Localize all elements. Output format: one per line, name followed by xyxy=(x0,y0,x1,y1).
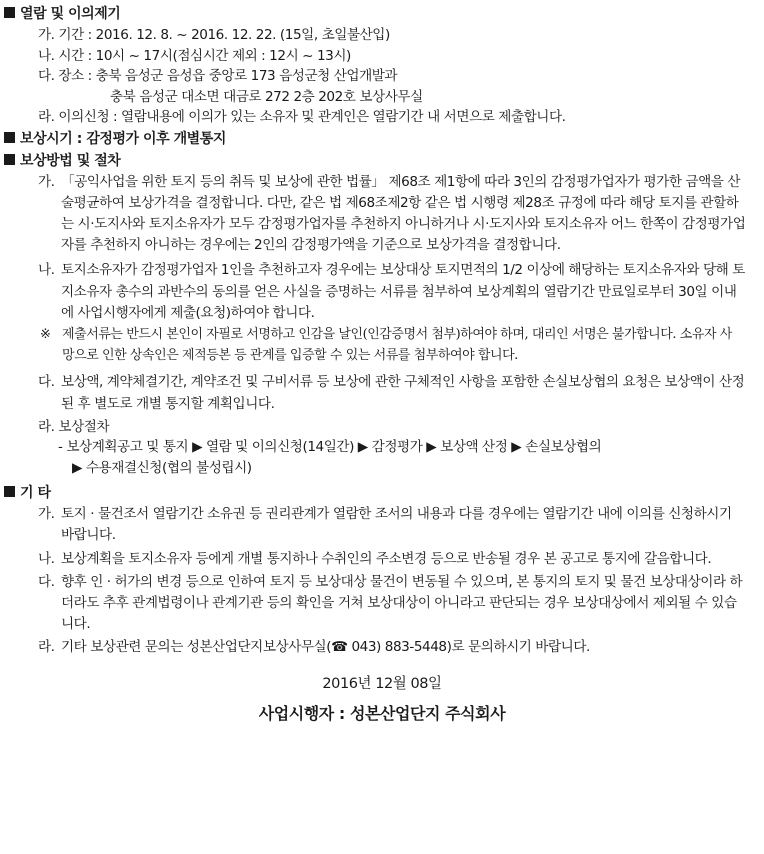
process-line-1: - 보상계획공고 및 통지 ▶ 열람 및 이의신청(14일간) ▶ 감정평가 ▶ 보상액 산정 ▶ 손실보상협의 xyxy=(58,439,602,456)
method-item-da xyxy=(0,372,764,414)
others-item-na xyxy=(0,549,764,570)
method-item-na xyxy=(0,260,764,324)
item-mark: 다. xyxy=(38,573,55,590)
process-line-2: ▶ 수용재결신청(협의 불성립시) xyxy=(72,459,252,476)
section-compensation-timing xyxy=(4,128,764,150)
section-title: 열람 및 이의제기 xyxy=(20,6,121,22)
section-others xyxy=(4,482,764,504)
square-bullet-icon xyxy=(4,486,15,497)
others-item-ra xyxy=(0,637,764,658)
section-title: 보상방법 및 절차 xyxy=(20,152,121,169)
method-note xyxy=(0,324,764,366)
square-bullet-icon xyxy=(4,132,15,143)
section-value: 감정평가 이후 개별통지 xyxy=(86,130,226,147)
others-item-da xyxy=(0,572,764,636)
viewing-hours: 나. 시간 : 10시 ~ 17시(점심시간 제외 : 12시 ~ 13시) xyxy=(38,47,351,64)
item-text: 「공익사업을 위한 토지 등의 취득 및 보상에 관한 법률」 제68조 제1항에 따라 3인의 감정평가업자가 평가한 금액을 산술평균하여 보상가격을 결정합니다. 다만, 같은 법 제68조제2항 같은 법 시행령 제28조 규정에 따라 해당 토지를 관할하는 시·도지사와 토지소유자가 모두 감정평가업자를 추천하지 아니하거나 시·도지사와 토지소유자 어느 한쪽이 감정평가업자를 추천하지 아니하는 경우에는 2인의 감정평가액을 기준으로 보상가격을 결정합니다. xyxy=(61,173,746,254)
item-mark: 다. xyxy=(38,374,55,391)
viewing-place-2: 충북 음성군 대소면 대금로 272 2층 202호 보상사무실 xyxy=(110,88,423,105)
item-text: 보상계획을 토지소유자 등에게 개별 통지하나 수취인의 주소변경 등으로 반송될 경우 본 공고로 통지에 갈음합니다. xyxy=(61,550,712,567)
item-text: 토지소유자가 감정평가업자 1인을 추천하고자 경우에는 보상대상 토지면적의 1/2 이상에 해당하는 토지소유자와 당해 토지소유자 총수의 과반수의 동의를 얻은 사실을 증명하는 서류를 첨부하여 보상계획의 열람기간 만료일로부터 30일 이내에 사업시행자에게 제출(요청)하여야 합니다. xyxy=(61,262,745,321)
square-bullet-icon xyxy=(4,7,15,18)
operator-label: 사업시행자 : xyxy=(258,703,345,723)
section-viewing-objection xyxy=(4,3,764,25)
item-text: 보상액, 계약체결기간, 계약조건 및 구비서류 등 보상에 관한 구체적인 사항을 포함한 손실보상협의 요청은 보상액이 산정된 후 별도로 개별 통지할 계획입니다. xyxy=(61,374,745,412)
method-item-ra: 라. 보상절차 xyxy=(38,418,110,435)
compensation-process xyxy=(0,437,764,478)
item-mark: 나. xyxy=(38,550,55,567)
item-mark: 라. xyxy=(38,639,55,656)
section-title: 기 타 xyxy=(20,485,51,502)
item-mark: 나. xyxy=(38,262,55,279)
item-text: 향후 인 · 허가의 변경 등으로 인하여 토지 등 보상대상 물건이 변동될 수 있으며, 본 통지의 토지 및 물건 보상대상이라 하더라도 추후 관계법령이나 관계기관 등의 확인을 거쳐 보상대상이 아니라고 판단되는 경우 보상대상에서 제외될 수 있습니다. xyxy=(61,573,743,633)
others-item-ga xyxy=(0,504,764,546)
notice-date: 2016년 12월 08일 xyxy=(322,675,442,692)
section-label: 보상시기 : xyxy=(20,130,82,147)
section-compensation-method xyxy=(4,150,764,172)
objection-filing: 라. 이의신청 : 열람내용에 이의가 있는 소유자 및 관계인은 열람기간 내 서면으로 제출합니다. xyxy=(38,109,566,125)
square-bullet-icon xyxy=(4,154,15,165)
method-item-ga xyxy=(0,172,764,257)
item-mark: 가. xyxy=(38,506,55,523)
note-mark: ※ xyxy=(40,326,51,342)
viewing-place-1: 다. 장소 : 충북 음성군 음성읍 중앙로 173 음성군청 산업개발과 xyxy=(38,68,398,84)
project-operator xyxy=(0,701,764,727)
item-text: 토지 · 물건조서 열람기간 소유권 등 권리관계가 열람한 조서의 내용과 다를 경우에는 열람기간 내에 이의를 신청하시기 바랍니다. xyxy=(61,506,732,544)
item-mark: 가. xyxy=(38,173,55,190)
operator-name: 성본산업단지 주식회사 xyxy=(350,703,506,723)
item-text: 기타 보상관련 문의는 성본산업단지보상사무실(☎ 043) 883-5448)로 문의하시기 바랍니다. xyxy=(61,639,590,656)
viewing-period: 가. 기간 : 2016. 12. 8. ~ 2016. 12. 22. (15일, 초일불산입) xyxy=(38,27,390,43)
note-text: 제출서류는 반드시 본인이 자필로 서명하고 인감을 날인(인감증명서 첨부)하여야 하며, 대리인 서명은 불가합니다. 소유자 사망으로 인한 상속인은 제적등본 등 관계를 입증할 수 있는 서류를 첨부하여야 합니다. xyxy=(62,326,732,364)
